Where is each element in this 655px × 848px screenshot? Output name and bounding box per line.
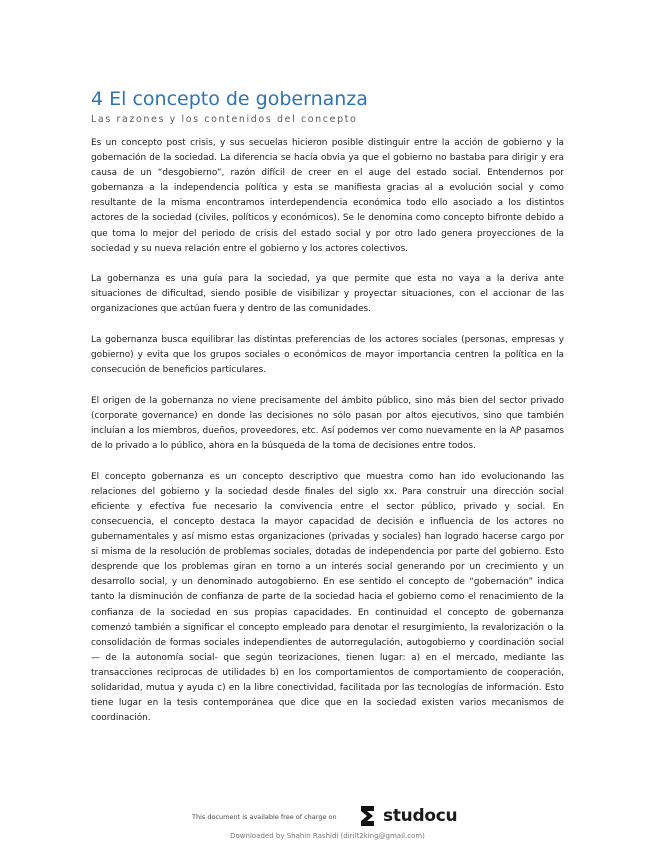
- document-body: [91, 136, 564, 742]
- brand-name: studocu: [383, 806, 458, 826]
- page-footer: [0, 795, 655, 848]
- studocu-logo[interactable]: [357, 803, 457, 829]
- paragraph-2: La gobernanza es una guía para la sociedad, ya que permite que esta no vaya a la deriva ante situaciones de dificultad, siendo posible de visibilizar y proyectar situaciones, con el accionar de las organizaciones que actúan fuera y dentro de las comunidades.: [91, 274, 564, 315]
- downloaded-by-note: Downloaded by Shahin Rashidi (dirilt2king@gmail.com): [230, 832, 425, 840]
- section-subtitle: Las razones y los contenidos del concepto: [91, 114, 358, 125]
- paragraph-1: Es un concepto post crisis, y sus secuelas hicieron posible distinguir entre la acción de gobierno y la gobernación de la sociedad. La diferencia se hacía obvia ya que el gobierno no bastaba para dirigir y era causa de un “desgobierno”, razón difícil de creer en el auge del estado social. Entendernos por gobernanza a la independencia política y esta se manifiesta gracias al a evolución social y como resultante de la misma encontramos interdependencia económica todo ello asociado a los distintos actores de la sociedad (civiles, políticos y económicos). Se le denomina como concepto bifronte debido a que toma lo mejor del periodo de crisis del estado social y por otro lado genera proyecciones de la sociedad y su nueva relación entre el gobierno y los actores colectivos.: [91, 138, 564, 254]
- section-title: 4 El concepto de gobernanza: [91, 88, 368, 110]
- paragraph-3: La gobernanza busca equilibrar las distintas preferencias de los actores sociales (personas, empresas y gobierno) y evita que los grupos sociales o económicos de mayor importancia centren la política en la consecución de beneficios particulares.: [91, 335, 564, 376]
- studocu-logo-icon: [357, 804, 379, 828]
- availability-note: This document is available free of charge on: [192, 813, 337, 821]
- paragraph-4: El origen de la gobernanza no viene precisamente del ámbito público, sino más bien del sector privado (corporate governance) en donde las decisiones no sólo pasan por altos ejecutivos, sino que también incluían a los miembros, dueños, proveedores, etc. Así podemos ver como nuevamente en la AP pasamos de lo privado a lo público, ahora en la búsqueda de la toma de decisiones entre todos.: [91, 395, 564, 452]
- paragraph-5: El concepto gobernanza es un concepto descriptivo que muestra como han ido evolucionando las relaciones del gobierno y la sociedad desde finales del siglo xx. Para construir una dirección social eficiente y efectiva fue necesario la convivencia entre el sector público, privado y social. En consecuencia, el concepto destaca la mayor capacidad de decisión e influencia de los actores no gubernamentales y así mismo estas organizaciones (privadas y sociales) han logrado hacerse cargo por si misma de la resolución de problemas sociales, dotadas de independencia por parte del gobierno. Esto desprende que los problemas giran en torno a un interés social generando por un crecimiento y un desarrollo social, y un denominado autogobierno. En ese sentido el concepto de “gobernación” indica tanto la disminución de confianza de parte de la sociedad hacia el gobierno como el renacimiento de la confianza de la sociedad en sus propias capacidades. En continuidad el concepto de gobernanza comenzó también a significar el concepto empleado para denotar el resurgimiento, la revalorización o la consolidación de formas sociales independientes de autorregulación, autogobierno y coordinación social — de la autonomía social- que según teorizaciones, tienen lugar: a) en el mercado, mediante las transacciones reciprocas de utilidades b) en los comportamientos de comportamiento de cooperación, solidaridad, mutua y ayuda c) en la libre conectividad, facilitada por las tecnologías de información. Esto tiene lugar en la tesis contemporánea que dice que en la sociedad existen varios mecanismos de coordinación.: [91, 471, 564, 724]
